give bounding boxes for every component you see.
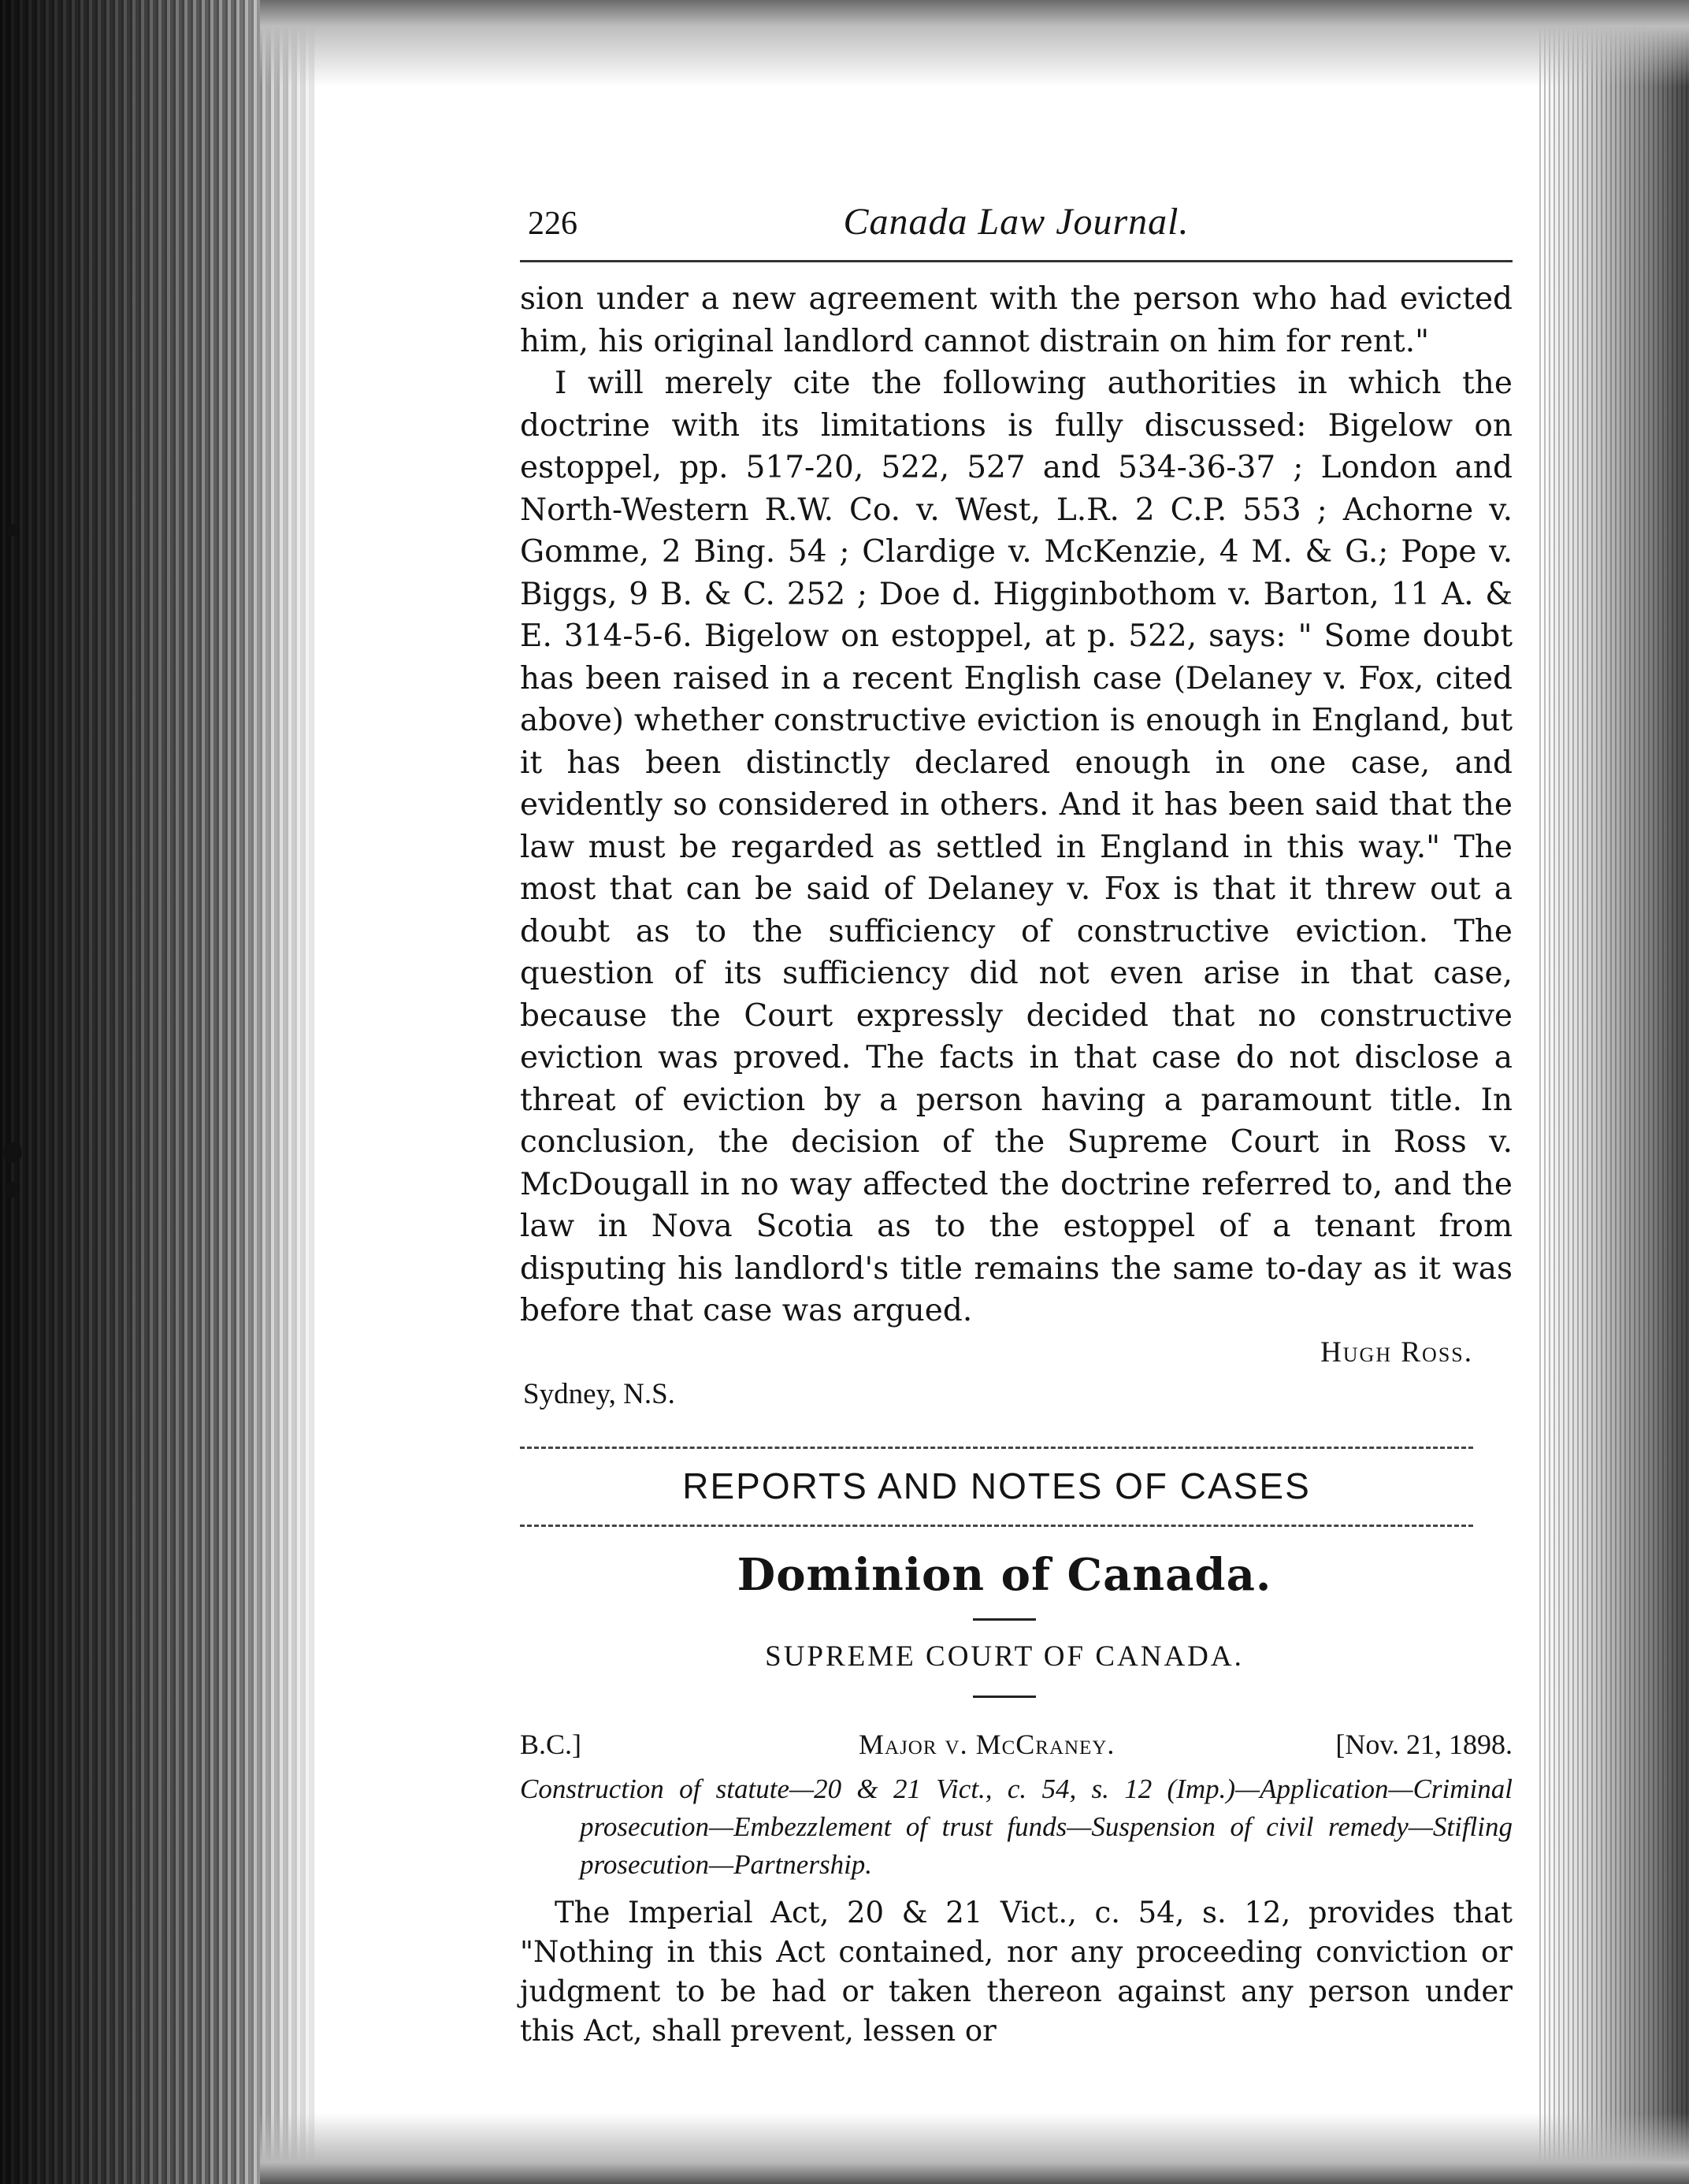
case-caption <box>520 1728 1513 1767</box>
page-number: 226 <box>528 206 577 242</box>
section-heading: REPORTS AND NOTES OF CASES <box>682 1465 1311 1506</box>
scan-speck <box>6 524 17 537</box>
scan-speck <box>3 1142 22 1163</box>
author-place: Sydney, N.S. <box>523 1377 675 1410</box>
scan-top-edge <box>260 0 1689 87</box>
short-divider <box>973 1696 1036 1698</box>
scan-left-edge-fade <box>236 0 331 2184</box>
scan-speck <box>5 1182 19 1198</box>
case-headnote: Construction of statute—20 & 21 Vict., c. 54, s. 12 (Imp.)—Application—Criminal prosecution—Embezzlement of trust funds—Suspension of civil remedy—Stifling prosecution—Partnership. <box>520 1773 1513 1880</box>
court-heading: SUPREME COURT OF CANADA. <box>765 1640 1244 1673</box>
author-signature: Hugh Ross. <box>1320 1335 1473 1369</box>
jurisdiction-heading: Dominion of Canada. <box>737 1548 1272 1601</box>
section-rule-bottom <box>520 1525 1473 1527</box>
scan-bottom-edge <box>260 2113 1689 2184</box>
case-opening-paragraph: The Imperial Act, 20 & 21 Vict., c. 54, s. 12, provides that "Nothing in this Act contained, nor any proceeding conviction or judgment to be had or taken thereon against any person under this Act, shall prevent, lessen or <box>520 1895 1513 2048</box>
case-date: [Nov. 21, 1898. <box>1335 1728 1513 1760</box>
case-name: Major v. McCraney. <box>859 1728 1115 1760</box>
body-paragraph: I will merely cite the following authorities in which the doctrine with its limitations is fully discussed: Bigelow on estoppel, pp. 517-20, 522, 527 and 534-36-37 ; London and North-Western R.W. Co. v. West, L.R. 2 C.P. 553 ; Achorne v. Gomme, 2 Bing. 54 ; Clardige v. McKenzie, 4 M. & G.; Pope v. Biggs, 9 B. & C. 252 ; Doe d. Higginbothom v. Barton, 11 A. & E. 314-5-6. Bigelow on estoppel, at p. 522, says: " Some doubt has been raised in a recent English case (Delaney v. Fox, cited above) whether constructive eviction is enough in England, but it has been distinctly declared enough in one case, and evidently so considered in others. And it has been said that the law must be regarded as settled in England in this way." The most that can be said of Delaney v. Fox is that it threw out a doubt as to the sufficiency of constructive eviction. The question of its sufficiency did not even arise in that case, because the Court expressly decided that no constructive eviction was proved. The facts in that case do not disclose a threat of eviction by a person having a paramount title. In conclusion, the decision of the Supreme Court in Ross v. McDougall in no way affected the doctrine referred to, and the law in Nova Scotia as to the estoppel of a tenant from disputing his landlord's title remains the same to-day as it was before that case was argued. <box>520 366 1513 1328</box>
short-divider <box>973 1618 1036 1621</box>
scan-right-edge <box>1539 0 1689 2184</box>
case-province: B.C.] <box>520 1728 582 1760</box>
body-paragraph: sion under a new agreement with the person who had evicted him, his original landlord cannot distrain on him for rent." <box>520 281 1513 359</box>
running-title: Canada Law Journal. <box>843 201 1190 243</box>
journal-page <box>520 189 1513 2051</box>
page-header <box>520 189 1513 262</box>
letter-body <box>520 278 1513 1411</box>
